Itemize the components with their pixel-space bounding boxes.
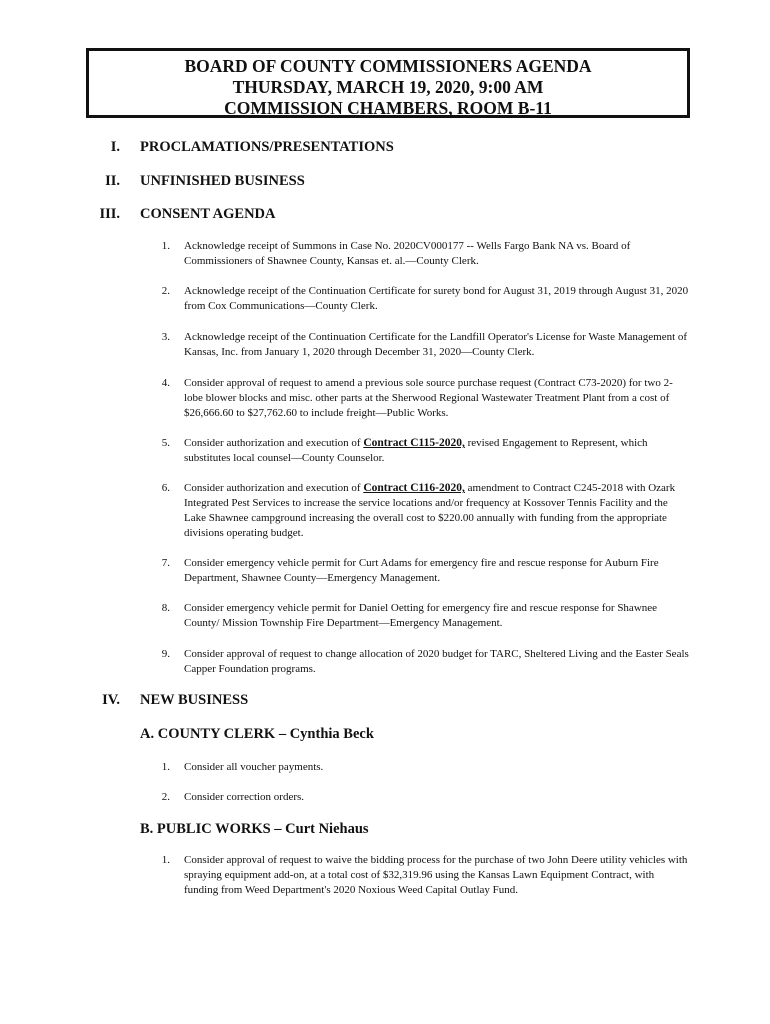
item-number: 1.: [161, 854, 170, 866]
header-title: BOARD OF COUNTY COMMISSIONERS AGENDA: [184, 56, 592, 76]
section-number: II.: [105, 173, 120, 189]
item-text: Consider approval of request to amend a previous sole source purchase request (Contract C73-2020) for two 2-lobe blower blocks and misc. other parts at the Sherwood Regional Wastewater Treatment Plant from a cost of $26,666.60 to $27,762.60 to include freight—Public Works.: [184, 377, 673, 419]
item-text: Consider emergency vehicle permit for Curt Adams for emergency fire and rescue response for Auburn Fire Department, Shawnee County—Emergency Management.: [184, 557, 659, 584]
item-number: 9.: [161, 648, 170, 660]
section-number: I.: [110, 139, 120, 155]
item-number: 3.: [161, 331, 170, 343]
item-number: 8.: [161, 602, 170, 614]
subsection-public-works: B. PUBLIC WORKS – Curt Niehaus: [140, 821, 369, 837]
agenda-header: [86, 48, 690, 118]
item-number: 7.: [161, 557, 170, 569]
item-number: 4.: [161, 377, 170, 389]
subsection-county-clerk: A. COUNTY CLERK – Cynthia Beck: [140, 726, 374, 742]
item-number: 1.: [161, 761, 170, 773]
item-number: 1.: [161, 240, 170, 252]
item-number: 2.: [161, 285, 170, 297]
section-number: IV.: [102, 692, 120, 708]
item-number: 5.: [161, 437, 170, 449]
item-text: Consider approval of request to waive the bidding process for the purchase of two John Deere utility vehicles with spraying equipment add-on, at a total cost of $32,319.96 using the Kansas Lawn Equipment Contract, with funding from Weed Department's 2020 Noxious Weed Capital Outlay Fund.: [184, 854, 688, 896]
item-text-post: revised Engagement to Represent, which substitutes local counsel—County Counselor.: [184, 437, 648, 464]
section-title: UNFINISHED BUSINESS: [140, 173, 305, 189]
item-number: 2.: [161, 791, 170, 803]
item-text: [184, 436, 689, 466]
item-text: Acknowledge receipt of the Continuation Certificate for surety bond for August 31, 2019 through August 31, 2020 from Cox Communications—County Clerk.: [184, 285, 689, 312]
contract-link[interactable]: Contract C115-2020,: [363, 437, 465, 449]
section-title: PROCLAMATIONS/PRESENTATIONS: [140, 139, 394, 155]
header-date: THURSDAY, MARCH 19, 2020, 9:00 AM: [232, 77, 544, 97]
contract-link[interactable]: Contract C116-2020,: [363, 482, 465, 494]
item-text-pre: Consider authorization and execution of: [184, 482, 364, 494]
item-text-pre: Consider authorization and execution of: [184, 437, 364, 449]
item-number: 6.: [161, 482, 170, 494]
item-text: Consider emergency vehicle permit for Daniel Oetting for emergency fire and rescue response for Shawnee County/ Mission Township Fire Department—Emergency Management.: [184, 602, 658, 629]
item-text: Acknowledge receipt of Summons in Case No. 2020CV000177 -- Wells Fargo Bank NA vs. Board of Commissioners of Shawnee County, Kansas et. al.—County Clerk.: [184, 240, 631, 267]
item-text: Consider correction orders.: [184, 791, 305, 803]
item-text: Consider all voucher payments.: [184, 761, 324, 773]
item-text: [184, 481, 689, 541]
header-location: COMMISSION CHAMBERS, ROOM B-11: [224, 98, 552, 118]
item-text: Acknowledge receipt of the Continuation Certificate for the Landfill Operator's License for Waste Management of Kansas, Inc. from January 1, 2020 through December 31, 2020—County Clerk.: [184, 331, 688, 358]
item-text: Consider approval of request to change allocation of 2020 budget for TARC, Sheltered Living and the Easter Seals Capper Foundation programs.: [184, 648, 689, 675]
section-title: CONSENT AGENDA: [140, 206, 276, 222]
section-title: NEW BUSINESS: [140, 692, 249, 708]
section-number: III.: [99, 206, 120, 222]
item-text-post: amendment to Contract C245-2018 with Ozark Integrated Pest Services to increase the service locations and/or frequency at Kossover Tennis Facility and the Lake Shawnee campground increasing the overall cost to $220.00 annually with funding from the appropriate divisions operating budget.: [184, 482, 676, 539]
